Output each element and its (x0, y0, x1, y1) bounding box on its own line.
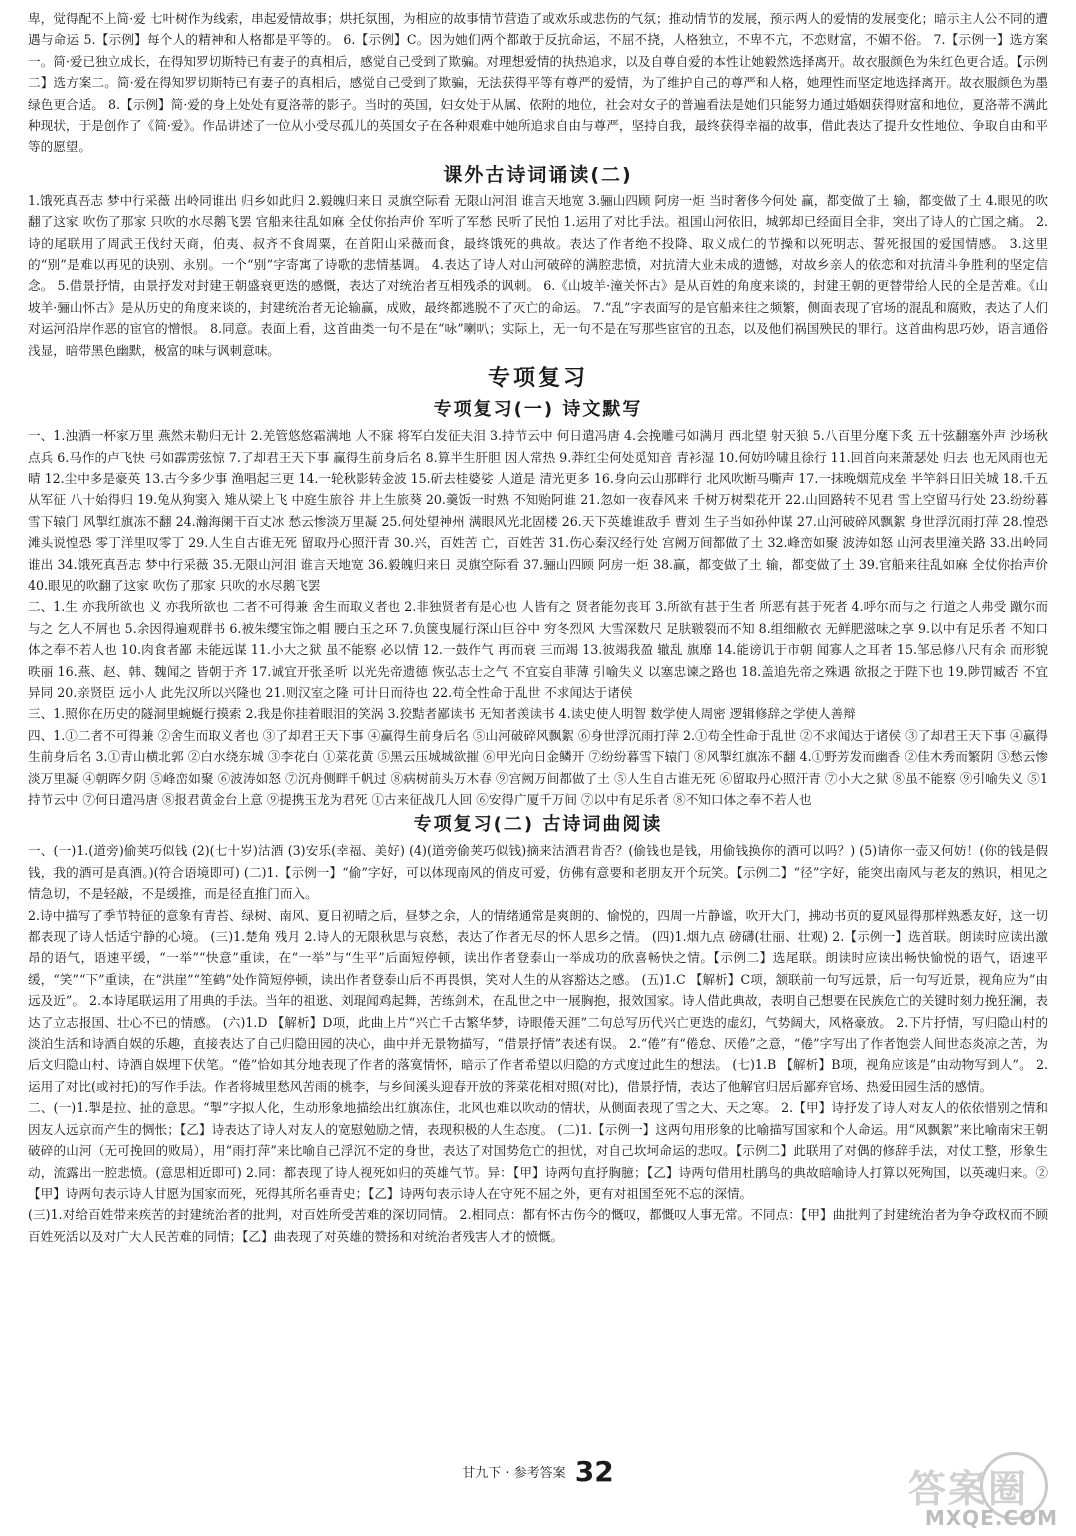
paragraph-classical-poetry: 1.饿死真吾志 梦中行采薇 出岭同谁出 归乡如此归 2.毅魄归来日 灵旗空际看 无限山河泪 谁言天地宽 3.骊山四顾 阿房一炬 当时奢侈今何处 赢，都变做了土 输，都变做了土 4.眼见的吹翻了这家 吹伤了那家 只吹的水尽鹅飞罢 官船来往乱如麻 全仗你抬声价 军听了军愁 民听了民怕 1.运用了对比手法。祖国山河依旧，城郭却已经面目全非，突出了诗人的亡国之痛。 2.诗的尾联用了周武王伐纣天商，伯夷、叔齐不食周粟，在首阳山采薇而食，最终饿死的典故。表达了作者绝不投降、取义成仁的节操和以死明志、誓死报国的爱国情感。 3.这里的“别”是难以再见的诀别、永别。一个“别”字寄寓了诗歌的悲情基调。 4.表达了诗人对山河破碎的满腔悲愤，对抗清大业未成的遗憾，对故乡亲人的依恋和对抗清斗争胜利的坚定信念。 5.借景抒情，由景抒发对封建王朝盛衰更迭的感慨，表达了对统治者互相残杀的讽刺。 6.《山坡羊·潼关怀古》是从百姓的角度来谈的，封建王朝的更替带给人民的全是苦难。《山坡羊·骊山怀古》是从历史的角度来谈的，封建统治者无论输赢，成败，最终都逃脱不了灭亡的命运。 7.“乱”字表面写的是官船来往之频繁，侧面表现了官场的混乱和腐败，表达了人们对运河沿岸作恶的宦官的憎恨。 8.同意。表面上看，这首曲类一句不是在“咏”喇叭；实际上，无一句不是在写那些宦官的丑态，以及他们祸国殃民的罪行。这首曲构思巧妙，语言通俗浅显，暗带黑色幽默，极富的味与讽刺意味。 (28, 192, 1048, 358)
paragraph-review2-part2: 2.诗中描写了季节特征的意象有青苔、绿树、南风、夏日初晴之后，昼梦之余，人的情绪通常是爽朗的、愉悦的，四周一片静谧，吹开大门，拂动书页的夏风显得那样熟悉友好，这一切都表现了诗人恬适宁静的心境。 (三)1.楚角 残月 2.诗人的无限秋思与哀愁，表达了作者无尽的怀人思乡之情。 (四)1.烟九点 磅礴(壮丽、壮观) 2.【示例一】选首联。朗读时应读出激昂的语气，语速平缓，“一举”“快意”重读，在“一举”与“生平”后面短停顿，读出作者登泰山一举成功的欣喜畅快之情。【示例二】选尾联。朗读时应读出畅快愉悦的语气，语速平缓，“笑”“下”重读，在“洪崖”“笙鹤”处作简短停顿，读出作者登泰山后不再畏惧，笑对人生的从容豁达之感。 (五)1.C 【解析】C项，颔联前一句写远景，后一句写近景，视角应为“由远及近”。 2.本诗尾联运用了用典的手法。当年的祖逖、刘琨闻鸡起舞，苦练剑术，在乱世之中一展胸抱，报效国家。诗人借此典故，表明自己想要在民族危亡的关键时刻力挽狂澜，表达了立志报国、壮心不已的情感。 (六)1.D 【解析】D项，此曲上片“兴亡千古繁华梦，诗眼倦天涯”二句总写历代兴亡更迭的虚幻，气势阔大，风格豪放。 2.下片抒情，写归隐山村的淡泊生活和诗酒自娱的乐趣，直接表达了自己归隐田园的决心，曲中并无景物描写，“借景抒情”表述有误。 2.“倦”有“倦怠、厌倦”之意，“倦”字写出了作者饱尝人间世态炎凉之苦，为后文归隐山村、诗酒自娱埋下伏笔。“倦”恰如其分地表现了作者的落寞情怀，暗示了作者希望以归隐的方式度过此生的想法。 (七)1.B 【解析】B项，视角应该是“由动物写到人”。 2.运用了对比(或衬托)的写作手法。作者将城里愁风苦雨的桃李，与乡间溪头迎春开放的荠菜花相对照(对比)，借景抒情，表达了他解官归居后鄙弃官场、热爱田园生活的感情。 (28, 907, 1048, 1094)
section-title-review-1: 专项复习(一) 诗文默写 (433, 399, 643, 421)
paragraph-review1-part1: 一、1.浊酒一杯家万里 燕然未勒归无计 2.羌管悠悠霜满地 人不寐 将军白发征夫泪 3.持节云中 何日遣冯唐 4.会挽雕弓如满月 西北望 射天狼 5.八百里分麾下炙 五十弦翻塞外声 沙场秋点兵 6.马作的卢飞快 弓如霹雳弦惊 7.了却君王天下事 赢得生前身后名 8.算半生肝胆 因人常热 9.莽红尘何处觅知音 青衫湿 10.何妨吟啸且徐行 11.回首向来萧瑟处 归去 也无风雨也无晴 12.尘中多是豪英 13.古今多少事 渔唱起三更 14.一轮秋影转金波 15.斫去桂婆娑 人道是 清光更多 16.身向云山那畔行 北风吹断马嘶声 17.一抹晚烟荒戍垒 半竿斜日旧关城 18.千五从军征 八十始得归 19.兔从狗窦入 雉从梁上飞 中庭生旅谷 井上生旅葵 20.羹饭一时熟 不知贻阿谁 21.忽如一夜春风来 千树万树梨花开 22.山回路转不见君 雪上空留马行处 23.纷纷暮雪下辕门 风掣红旗冻不翻 24.瀚海阑干百丈冰 愁云惨淡万里凝 25.何处望神州 满眼风光北固楼 26.天下英雄谁敌手 曹刘 生子当如孙仲谋 27.山河破碎风飘絮 身世浮沉雨打萍 28.惶恐滩头说惶恐 零丁洋里叹零丁 29.人生自古谁无死 留取丹心照汗青 30.兴，百姓苦 亡，百姓苦 31.伤心秦汉经行处 宫阙万间都做了土 32.峰峦如聚 波涛如怒 山河表里潼关路 33.出岭同谁出 34.饿死真吾志 梦中行采薇 35.无限山河泪 谁言天地宽 36.毅魄归来日 灵旗空际看 37.骊山四顾 阿房一炬 38.赢，都变做了土 输，都变做了土 39.官船来往乱如麻 全仗你抬声价 40.眼见的吹翻了这家 吹伤了那家 只吹的水尽鹅飞罢 (28, 428, 1048, 593)
watermark (908, 1448, 1058, 1530)
section-title-review-2: 专项复习(二) 古诗词曲阅读 (413, 814, 663, 836)
watermark-logo: 答案圈 (908, 1467, 1029, 1511)
page-number: 32 (574, 1455, 614, 1488)
section-title-classical-poetry-2: 课外古诗词诵读(二) (443, 163, 633, 186)
paragraph-review1-part4: 四、1.①二者不可得兼 ②舍生而取义者也 ③了却君王天下事 ④赢得生前身后名 ⑤山河破碎风飘絮 ⑥身世浮沉雨打萍 2.①苟全性命于乱世 ②不求闻达于诸侯 ③了却君王天下事 ④赢得生前身后名 3.①青山横北郭 ②白水绕东城 ③李花白 ①菜花黄 ⑤黑云压城城欲摧 ⑥甲光向日金鳞开 ⑦纷纷暮雪下辕门 ⑧风掣红旗冻不翻 4.①野芳发而幽香 ②佳木秀而繁阴 ③愁云惨淡万里凝 ④朝晖夕阴 ⑤峰峦如聚 ⑥波涛如怒 ⑦沉舟侧畔千帆过 ⑧病树前头万木春 ⑨宫阙万间都做了土 ⑤人生自古谁无死 ⑥留取丹心照汗青 ⑦小大之狱 ⑧虽不能察 ⑨引喻失义 ⑤1 持节云中 ⑦何日遣冯唐 ⑧报君黄金台上意 ⑨提携玉龙为君死 ①古来征战几人回 ⑥安得广厦千万间 ⑦以中有足乐者 ⑧不知口体之奉不若人也 (28, 727, 1048, 807)
paragraph-review1-part3: 三、1.照你在历史的隧洞里蜿蜒行摸索 2.我是你挂着眼泪的笑涡 3.狡黠者鄙读书 无知者羡读书 4.读史使人明智 数学使人周密 逻辑修辞之学使人善辩 (28, 706, 856, 722)
answer-column (28, 8, 1048, 1247)
paragraph-review2-part3: 二、(一)1.掣是拉、扯的意思。“掣”字拟人化，生动形象地描绘出红旗冻住，北风也难以吹动的情状，从侧面表现了雪之大、天之寒。 2.【甲】诗抒发了诗人对友人的依依惜别之情和因友人远京而产生的惆怅；【乙】诗表达了诗人对友人的宽慰勉励之情，表现积极的人生态度。 (二)1.【示例一】这两句用形象的比喻描写国家和个人命运。用“风飘絮”来比喻南宋王朝破碎的山河（无可挽回的败局），用“雨打萍”来比喻自己浮沉不定的身世，表达了对国势危亡的担忧，对自己坎坷命运的悲叹。【示例二】此联用了对偶的修辞手法，对仗工整，形象生动，流露出一腔悲愤。(意思相近即可) 2.同：都表现了诗人视死如归的英雄气节。异：【甲】诗两句直抒胸臆；【乙】诗两句借用杜鹃鸟的典故暗喻诗人打算以死殉国，以英魂归来。②【甲】诗两句表示诗人甘愿为国家而死，死得其所名垂青史；【乙】诗两句表示诗人在守死不屈之外，更有对祖国至死不忘的深情。 (28, 1100, 1048, 1201)
paragraph-review2-part1: 一、(一)1.(道旁)偷荚巧似钱 (2)(七十岁)沽酒 (3)安乐(幸福、美好) (4)(道旁偷荚巧似钱)摘来沽酒君肯否？(偷钱也是钱，用偷钱换你的酒可以吗？) (5)请你一壶又何妨！(你的钱是假钱，我的酒可是真酒。)(符合语境即可) (二)1.【示例一】“偷”字好，可以体现南风的俏皮可爱，仿佛有意要和老朋友开个玩笑。【示例二】“径”字好，能突出南风与老友的熟识，相见之情急切，不是轻敲，不是缓推，而是径直推门而入。 (28, 843, 1048, 902)
paragraph-jane-eyre: 卑，觉得配不上简·爱 七叶树作为线索，串起爱情故事；烘托氛围，为相应的故事情节营造了或欢乐或悲伤的气氛；推动情节的发展，预示两人的爱情的发展变化；暗示主人公不同的遭遇与命运 5.【示例】每个人的精神和人格都是平等的。 6.【示例】C。因为她们两个都敢于反抗命运，不屈不挠，人格独立，不卑不亢，不恋财富，不媚不俗。 7.【示例一】选方案一。简·爱已独立成长，在得知罗切斯特已有妻子的真相后，感觉自己受到了欺骗。对理想爱情的执热追求，以及自尊自爱的本性让她毅然选择离开。故衣服颜色为朱红色更合适。【示例二】选方案二。简·爱在得知罗切斯特已有妻子的真相后，感觉自己受到了欺骗，无法获得平等有尊严的爱情，为了维护自己的尊严和人格，她理性而坚定地选择离开。故衣服颜色为墨绿色更合适。 8.【示例】简·爱的身上处处有夏洛蒂的影子。当时的英国，妇女处于从属、依附的地位，社会对女子的普遍看法是她们只能努力通过婚姻获得财富和地位，夏洛蒂不满此种现状，于是创作了《简·爱》。作品讲述了一位从小受尽孤儿的英国女子在各种艰难中她所追求自由与尊严，坚持自我，最终获得幸福的故事，借此表达了提升女性地位、争取自由和平等的愿望。 (28, 11, 1048, 155)
section-title-special-review: 专项复习 (487, 366, 588, 392)
paragraph-review2-part4: (三)1.对给百姓带来疾苦的封建统治者的批判，对百姓所受苦难的深切同情。 2.相同点：都有怀古伤今的慨叹，都慨叹人事无常。不同点：【甲】曲批判了封建统治者为争夺政权而不顾百姓死活以及对广大人民苦难的同情；【乙】曲表现了对英雄的赞扬和对统治者残害人才的愤慨。 (28, 1207, 1048, 1244)
paragraph-review1-part2: 二、1.生 亦我所欲也 义 亦我所欲也 二者不可得兼 舍生而取义者也 2.非独贤者有是心也 人皆有之 贤者能勿丧耳 3.所欲有甚于生者 所恶有甚于死者 4.呼尔而与之 行道之人弗受 蹴尔而与之 乞人不屑也 5.余因得遍观群书 6.被朱缨宝饰之帽 腰白玉之环 7.负箧曳屣行深山巨谷中 穷冬烈风 大雪深数尺 足肤皲裂而不知 8.组细敝衣 无鲜肥滋味之享 9.以中有足乐者 不知口体之奉不若人也 10.肉食者鄙 未能远谋 11.小大之狱 虽不能察 必以情 12.一鼓作气 再而衰 三而竭 13.彼竭我盈 辙乱 旗靡 14.能谤讥于市朝 闻寡人之耳者 15.邹忌修八尺有余 而形貌昳丽 16.燕、赵、韩、魏闻之 皆朝于齐 17.诚宜开张圣听 以光先帝遗德 恢弘志士之气 不宜妄自菲薄 引喻失义 以塞忠谏之路也 18.盖追先帝之殊遇 欲报之于陛下也 19.陟罚臧否 不宜异同 20.亲贤臣 远小人 此先汉所以兴隆也 21.则汉室之隆 可计日而待也 22.苟全性命于乱世 不求闻达于诸侯 (28, 599, 1048, 700)
watermark-url: MXQE.COM (924, 1506, 1058, 1530)
footer-label: 甘九下 · 参考答案 (462, 1466, 566, 1481)
